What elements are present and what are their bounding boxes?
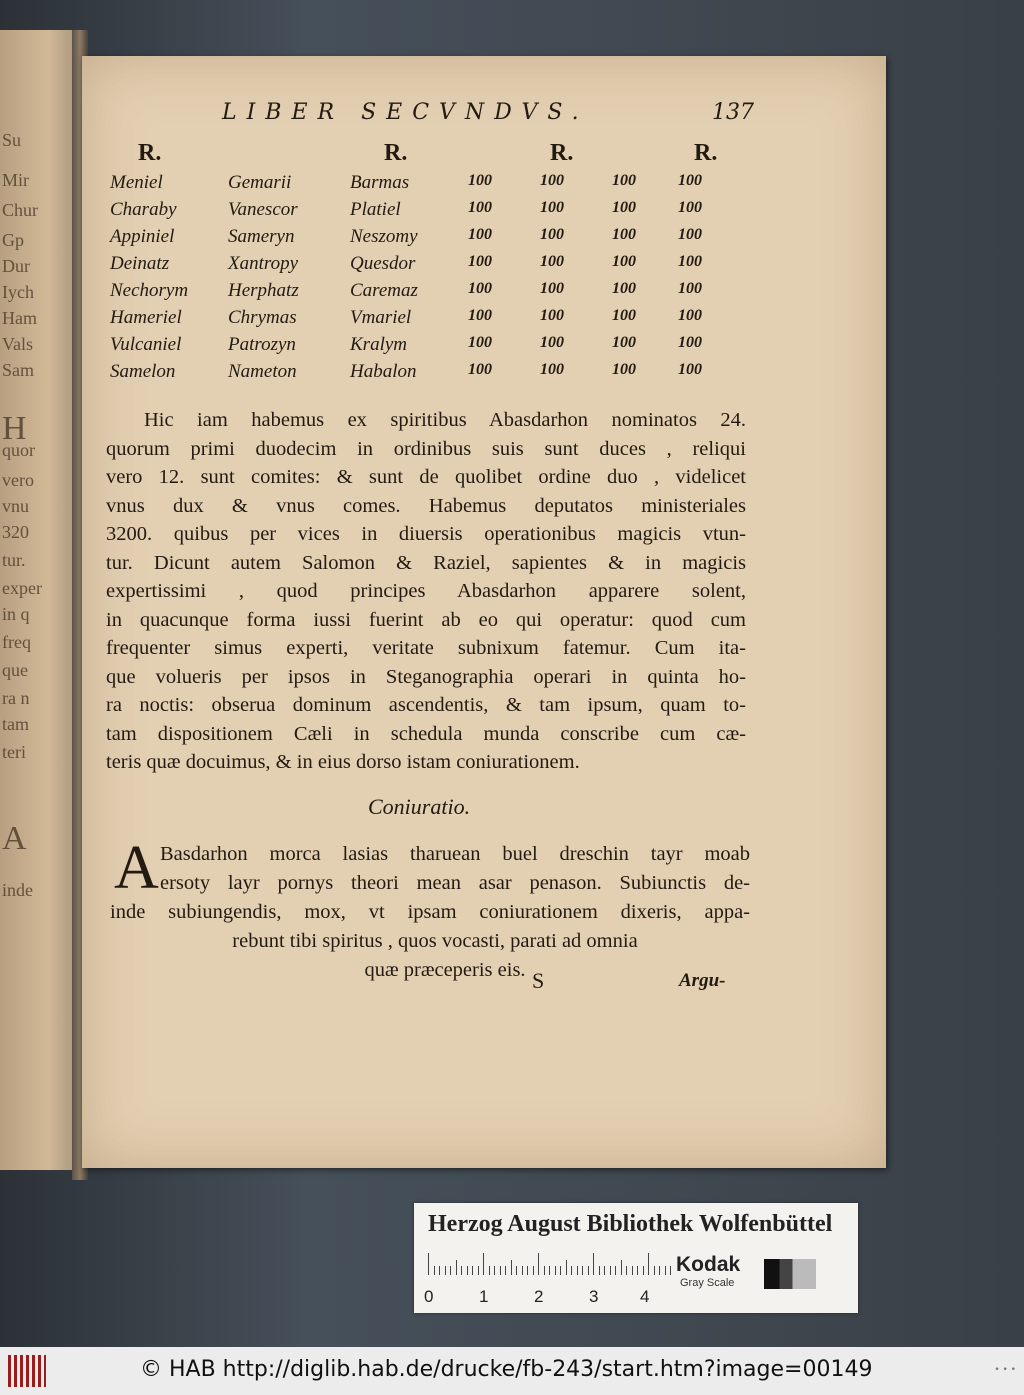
ruler-label: 2 — [534, 1287, 544, 1306]
ruler-tick — [434, 1266, 435, 1275]
text-line: in quacunque forma iussi fuerint ab eo qui operatur: quod cum — [106, 608, 746, 631]
spirit-name: Nechorym — [110, 280, 189, 301]
page-fragment: Mir — [2, 170, 29, 190]
spirit-count: 100 — [540, 253, 564, 270]
previous-page-edge — [0, 30, 80, 1170]
ruler-tick — [621, 1260, 622, 1275]
ruler-tick — [670, 1266, 671, 1275]
spirit-name: Herphatz — [228, 280, 299, 301]
spirit-count: 100 — [678, 334, 702, 351]
ruler-tick — [538, 1253, 539, 1275]
text-line: expertissimi , quod principes Abasdarhon apparere solent, — [106, 580, 746, 602]
ruler-tick — [467, 1266, 468, 1275]
text-line: ra noctis: obserua dominum ascendentis, & tam ipsum, quam to- — [106, 694, 746, 716]
spirit-count: 100 — [540, 361, 564, 378]
spirit-count: 100 — [540, 334, 564, 351]
ruler-tick — [560, 1266, 561, 1275]
ruler-tick — [478, 1266, 479, 1275]
spirit-name: Vmariel — [350, 307, 412, 328]
spirit-count: 100 — [612, 280, 636, 297]
table-row — [82, 199, 886, 225]
page-fragment: tam — [2, 714, 29, 734]
ruler-tick — [615, 1266, 616, 1275]
ruler-tick — [582, 1266, 583, 1275]
text-line: que volueris per ipsos in Steganographia operari in quinta ho- — [106, 665, 746, 688]
text-line: Hic iam habemus ex spiritibus Abasdarhon nominatos 24. — [144, 409, 746, 431]
ruler-tick — [654, 1266, 655, 1275]
text-line: frequenter simus experti, veritate subnixum fatemur. Cum ita- — [106, 637, 746, 659]
ruler-tick — [659, 1266, 660, 1275]
ruler-tick — [665, 1266, 666, 1275]
gray-scale-patch — [764, 1259, 816, 1289]
ruler-tick — [522, 1266, 523, 1275]
text-line: Basdarhon morca lasias tharuean buel dreschin tayr moab — [160, 843, 750, 865]
text-line: rebunt tibi spiritus , quos vocasti, parati ad omnia — [232, 930, 638, 952]
ruler-tick — [566, 1260, 567, 1275]
page-fragment: 320 — [2, 522, 29, 542]
ruler-tick — [505, 1266, 506, 1275]
spirit-count: 100 — [612, 253, 636, 270]
page-fragment: freq — [2, 632, 31, 652]
ruler-tick — [511, 1260, 512, 1275]
page-fragment: in q — [2, 604, 30, 624]
spirit-count: 100 — [612, 172, 636, 189]
spirit-name: Appiniel — [110, 226, 175, 247]
text-line: inde subiungendis, mox, vt ipsam coniurationem dixeris, appa- — [110, 901, 750, 923]
spirit-name: Sameryn — [228, 226, 295, 247]
spirit-count: 100 — [612, 334, 636, 351]
spirit-count: 100 — [540, 307, 564, 324]
table-row — [82, 307, 886, 333]
spirit-name: Patrozyn — [228, 334, 296, 355]
text-line: tam dispositionem Cæli in schedula munda conscribe cum cæ- — [106, 722, 746, 745]
ruler-tick — [472, 1266, 473, 1275]
ruler-tick — [588, 1266, 589, 1275]
table-row — [82, 361, 886, 387]
spirit-count: 100 — [678, 361, 702, 378]
text-line: vnus dux & vnus comes. Habemus deputatos ministeriales — [106, 494, 746, 517]
ruler-tick — [544, 1266, 545, 1275]
spirit-count: 100 — [468, 280, 492, 297]
spirit-name: Nameton — [228, 361, 297, 382]
page-fragment: exper — [2, 578, 42, 598]
body-paragraph — [106, 406, 746, 777]
ruler-label: 3 — [589, 1287, 599, 1306]
column-head: R. — [550, 140, 574, 166]
copyright-link[interactable]: © HAB http://diglib.hab.de/drucke/fb-243/start.htm?image=00149 — [140, 1357, 873, 1382]
page-number: 137 — [712, 100, 754, 125]
ruler-tick — [461, 1266, 462, 1275]
text-line: vero 12. sunt comites: & sunt de quolibet ordine duo , videlicet — [106, 466, 746, 488]
gray-scale-label: Gray Scale — [680, 1277, 735, 1289]
ruler-tick — [439, 1266, 440, 1275]
page-fragment: Dur — [2, 256, 30, 276]
ruler-tick — [643, 1266, 644, 1275]
spirit-name: Kralym — [350, 334, 407, 355]
spirit-count: 100 — [468, 199, 492, 216]
ruler-tick — [456, 1260, 457, 1275]
signature-mark: S — [532, 968, 545, 993]
spirit-count: 100 — [468, 307, 492, 324]
spirit-name: Charaby — [110, 199, 177, 220]
ruler-tick — [500, 1266, 501, 1275]
drop-cap: A — [114, 834, 159, 902]
ruler-tick — [571, 1266, 572, 1275]
ruler-label: 0 — [424, 1287, 434, 1306]
book-page — [82, 56, 886, 1168]
spirit-count: 100 — [612, 226, 636, 243]
ruler-label: 1 — [479, 1287, 489, 1306]
spirit-count: 100 — [540, 226, 564, 243]
spirit-count: 100 — [678, 253, 702, 270]
column-head: R. — [694, 140, 718, 166]
table-row — [82, 253, 886, 279]
text-line: ersoty layr pornys theori mean asar penason. Subiunctis de- — [160, 872, 750, 894]
page-fragment: vnu — [2, 496, 29, 516]
text-line: teris quæ docuimus, & in eius dorso istam coniurationem. — [106, 751, 580, 773]
page-fragment: Chur — [2, 200, 38, 220]
ruler-tick — [555, 1266, 556, 1275]
spirit-name: Quesdor — [350, 253, 416, 274]
page-fragment: A — [2, 820, 27, 857]
page-fragment: vero — [2, 470, 34, 490]
spirit-name: Vulcaniel — [110, 334, 182, 355]
running-head: LIBER SECVNDVS. — [222, 100, 589, 125]
spirit-count: 100 — [540, 280, 564, 297]
ruler-tick — [604, 1266, 605, 1275]
spirit-count: 100 — [540, 172, 564, 189]
spirit-count: 100 — [468, 226, 492, 243]
spirit-name: Meniel — [110, 172, 163, 193]
spirit-count: 100 — [678, 226, 702, 243]
more-dots-icon: • • • — [994, 1365, 1016, 1375]
ruler-tick — [483, 1253, 484, 1275]
ruler-tick — [648, 1253, 649, 1275]
ruler-label: 4 — [640, 1287, 650, 1306]
page-fragment: tur. — [2, 550, 26, 570]
page-fragment: Ham — [2, 308, 37, 328]
table-row — [82, 172, 886, 198]
ruler-tick — [599, 1266, 600, 1275]
conjuration-text — [110, 834, 750, 985]
kodak-logo: Kodak — [676, 1253, 741, 1276]
spirit-count: 100 — [468, 361, 492, 378]
spirit-name: Platiel — [350, 199, 401, 220]
ruler-tick — [593, 1253, 594, 1275]
ruler-tick — [637, 1266, 638, 1275]
spirit-count: 100 — [678, 280, 702, 297]
ruler-tick — [494, 1266, 495, 1275]
spirit-count: 100 — [678, 307, 702, 324]
footer-bar — [0, 1347, 1024, 1395]
spirit-count: 100 — [468, 172, 492, 189]
page-fragment: Su — [2, 130, 22, 150]
spirit-name: Vanescor — [228, 199, 298, 220]
page-fragment: H — [2, 410, 27, 447]
catchword: Argu- — [679, 970, 726, 991]
spirit-name: Caremaz — [350, 280, 418, 301]
ruler-scale — [428, 1251, 666, 1275]
text-line: quorum primi duodecim in ordinibus suis sunt duces , reliqui — [106, 437, 746, 460]
library-name: Herzog August Bibliothek Wolfenbüttel — [428, 1211, 833, 1237]
spirit-name: Hameriel — [110, 307, 182, 328]
hab-logo-icon — [8, 1355, 46, 1387]
text-line: tur. Dicunt autem Salomon & Raziel, sapientes & in magicis — [106, 551, 746, 574]
spirit-count: 100 — [612, 307, 636, 324]
spirit-count: 100 — [612, 199, 636, 216]
ruler-tick — [626, 1266, 627, 1275]
spirit-name: Chrymas — [228, 307, 297, 328]
text-line: quæ præceperis eis. — [364, 959, 526, 981]
ruler-tick — [577, 1266, 578, 1275]
table-row — [82, 334, 886, 360]
ruler-tick — [450, 1266, 451, 1275]
spirit-count: 100 — [540, 199, 564, 216]
spirit-count: 100 — [468, 253, 492, 270]
page-fragment: inde — [2, 880, 33, 900]
spirit-name: Barmas — [350, 172, 410, 193]
spirit-count: 100 — [678, 199, 702, 216]
page-fragment: quor — [2, 440, 35, 460]
ruler-tick — [549, 1266, 550, 1275]
spirit-count: 100 — [678, 172, 702, 189]
spirit-name: Deinatz — [110, 253, 170, 274]
table-row — [82, 226, 886, 252]
spirit-name: Gemarii — [228, 172, 292, 193]
spirit-name: Xantropy — [228, 253, 299, 274]
spirit-name: Neszomy — [350, 226, 418, 247]
ruler-tick — [610, 1266, 611, 1275]
page-fragment: ra n — [2, 688, 30, 708]
spirit-count: 100 — [468, 334, 492, 351]
table-row — [82, 280, 886, 306]
column-head: R. — [138, 140, 162, 166]
ruler-tick — [489, 1266, 490, 1275]
page-fragment: Sam — [2, 360, 35, 380]
section-heading: Coniuratio. — [368, 794, 471, 819]
page-fragment: teri — [2, 742, 26, 762]
column-head: R. — [384, 140, 408, 166]
spirit-count: 100 — [612, 361, 636, 378]
page-fragment: Gp — [2, 230, 24, 250]
text-line: 3200. quibus per vices in diuersis operationibus magicis vtun- — [106, 523, 746, 545]
ruler-tick — [527, 1266, 528, 1275]
spirit-name: Habalon — [350, 361, 417, 382]
spirit-name: Samelon — [110, 361, 176, 382]
ruler-tick — [428, 1253, 429, 1275]
ruler-tick — [445, 1266, 446, 1275]
page-fragment: que — [2, 660, 28, 680]
page-fragment: Iych — [2, 282, 34, 302]
ruler-tick — [516, 1266, 517, 1275]
ruler-tick — [632, 1266, 633, 1275]
ruler-tick — [533, 1266, 534, 1275]
page-fragment: Vals — [2, 334, 33, 354]
